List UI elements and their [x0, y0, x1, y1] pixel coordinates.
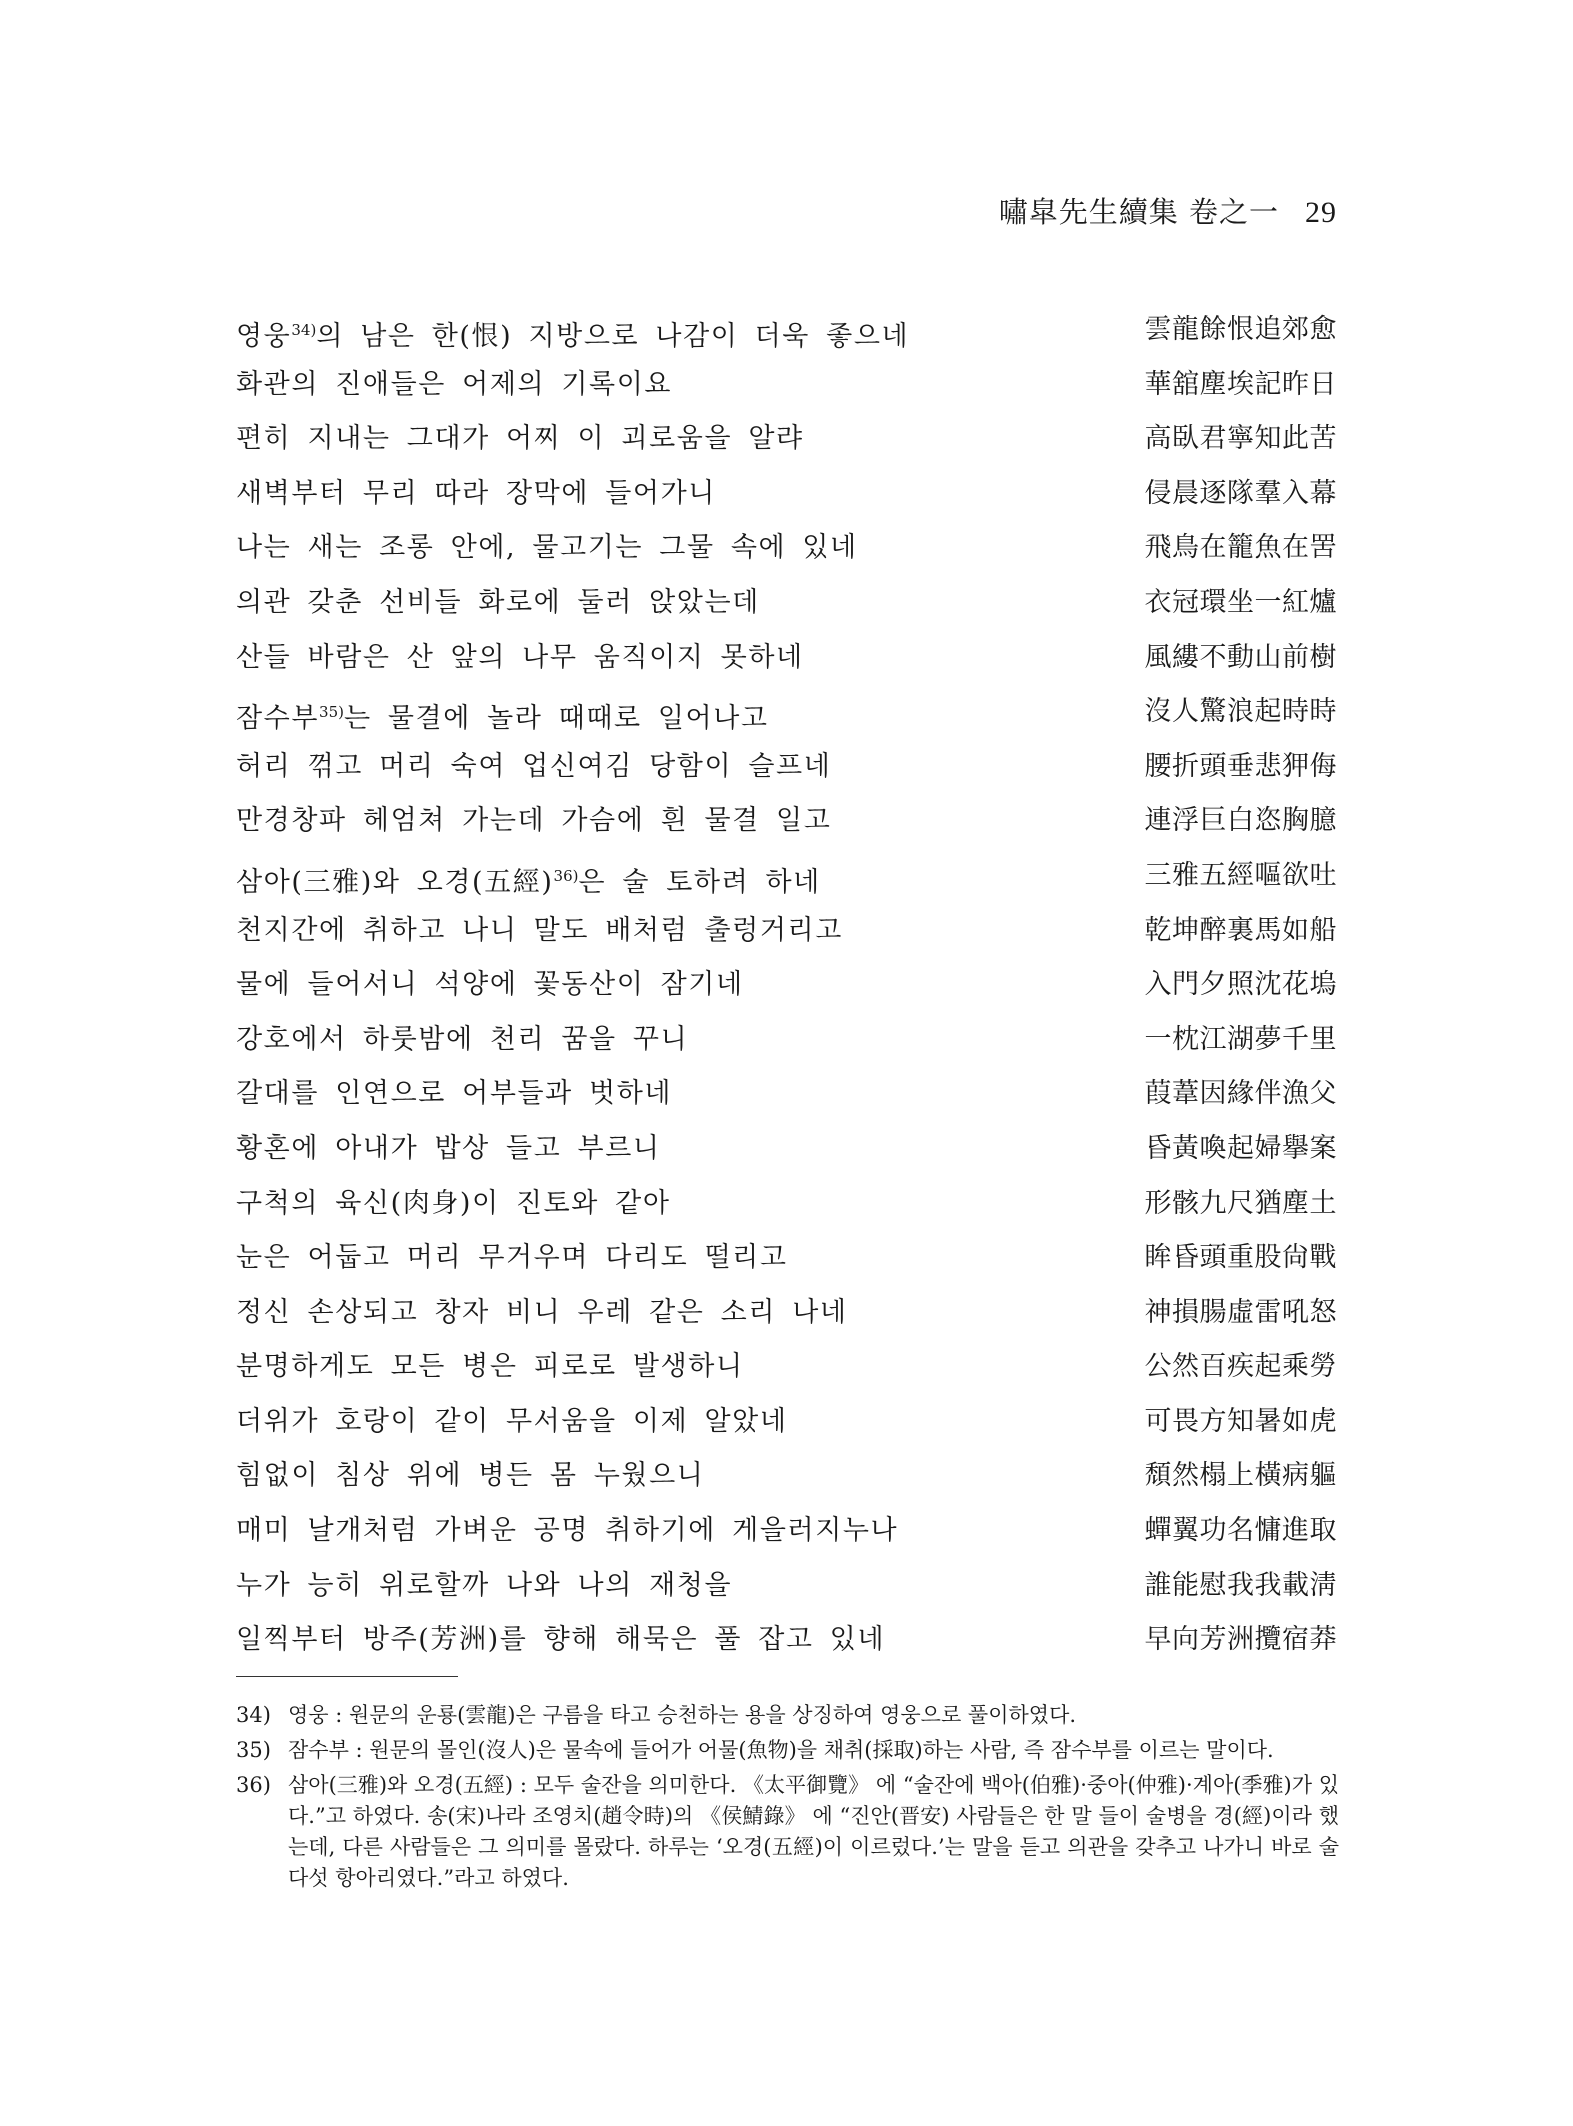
footnote-number: 34) — [236, 1703, 271, 1727]
poem-line — [236, 1340, 1337, 1395]
poem-line — [236, 849, 1337, 904]
footnote — [236, 1735, 1339, 1766]
korean-text: 갈대를 인연으로 어부들과 벗하네 — [236, 1078, 673, 1110]
korean-text: 일찍부터 방주(芳洲)를 향해 해묵은 풀 잡고 있네 — [236, 1624, 886, 1656]
poem-line — [236, 521, 1337, 576]
korean-translation — [236, 576, 760, 631]
poem-line — [236, 958, 1337, 1013]
footnote-text: 잠수부 : 원문의 몰인(沒人)은 물속에 들어가 어물(魚物)을 채취(採取)하는 사람, 즉 잠수부를 이르는 말이다. — [288, 1738, 1274, 1762]
classical-chinese-original: 眸昏頭重股尙戰 — [1144, 1242, 1337, 1274]
korean-text: 구척의 육신(肉身)이 진토와 같아 — [236, 1187, 671, 1219]
footnote-reference: 35) — [319, 703, 344, 722]
poem-line — [236, 303, 1337, 358]
korean-text: 누가 능히 위로할까 나와 나의 재청을 — [236, 1569, 733, 1601]
poem-line — [236, 467, 1337, 522]
footnote-reference: 36) — [553, 866, 579, 885]
korean-translation — [236, 1504, 898, 1559]
poem-line — [236, 685, 1337, 740]
korean-translation — [236, 1177, 671, 1232]
classical-chinese-original: 三雅五經嘔欲吐 — [1144, 859, 1337, 891]
korean-text: 매미 날개처럼 가벼운 공명 취하기에 게을러지누나 — [236, 1515, 899, 1547]
korean-text: 영웅 — [236, 321, 292, 352]
poem-line — [236, 1449, 1337, 1504]
korean-translation — [236, 904, 843, 959]
korean-translation — [236, 1613, 885, 1668]
footnote — [236, 1700, 1339, 1731]
poem-line — [236, 631, 1337, 686]
korean-translation — [236, 1395, 788, 1450]
poem-line — [236, 1613, 1337, 1668]
poem-line — [236, 740, 1337, 795]
classical-chinese-original: 風縷不動山前樹 — [1144, 641, 1337, 673]
korean-text: 정신 손상되고 창자 비니 우레 같은 소리 나네 — [236, 1296, 848, 1328]
korean-text-continued: 의 남은 한(恨) 지방으로 나감이 더욱 좋으네 — [316, 321, 910, 352]
korean-text: 천지간에 취하고 나니 말도 배처럼 출렁거리고 — [236, 914, 843, 946]
classical-chinese-original: 形骸九尺猶塵土 — [1144, 1187, 1337, 1219]
poem-line — [236, 1013, 1337, 1068]
korean-text: 산들 바람은 산 앞의 나무 움직이지 못하네 — [236, 641, 804, 673]
korean-text: 황혼에 아내가 밥상 들고 부르니 — [236, 1132, 661, 1164]
korean-translation — [236, 794, 831, 849]
classical-chinese-original: 早向芳洲攬宿莽 — [1144, 1624, 1337, 1656]
footnote-text: 삼아(三雅)와 오경(五經) : 모두 술잔을 의미한다. 《太平御覽》 에 “술잔에 백아(伯雅)·중아(仲雅)·계아(季雅)가 있다.”고 하였다. 송(宋)나라 조영치(趙令時)의 《侯鯖錄》 에 “진안(晋安) 사람들은 한 말 들이 술병을 경(經)이라 했는데, 다른 사람들은 그 의미를 몰랐다. 하루는 ‘오경(五經)이 이르렀다.’는 말을 듣고 의관을 갖추고 나가니 바로 술 다섯 항아리였다.”라고 하였다. — [288, 1773, 1339, 1890]
korean-translation — [236, 303, 909, 365]
classical-chinese-original: 侵晨逐隊羣入幕 — [1144, 477, 1337, 509]
footnote-reference: 34) — [291, 321, 317, 339]
poem-line — [236, 904, 1337, 959]
footnote-divider — [236, 1676, 458, 1677]
poem-line — [236, 1177, 1337, 1232]
poem-line — [236, 794, 1337, 849]
classical-chinese-original: 蟬翼功名慵進取 — [1144, 1515, 1337, 1547]
korean-text: 의관 갖춘 선비들 화로에 둘러 앉았는데 — [236, 586, 760, 618]
poem-line — [236, 1067, 1337, 1122]
classical-chinese-original: 入門夕照沈花塢 — [1144, 969, 1337, 1001]
korean-text: 더위가 호랑이 같이 무서움을 이제 알았네 — [236, 1405, 788, 1437]
classical-chinese-original: 高臥君寧知此苦 — [1144, 423, 1337, 455]
korean-text-continued: 은 술 토하려 하네 — [578, 866, 821, 898]
classical-chinese-original: 乾坤醉裏馬如船 — [1144, 914, 1337, 946]
korean-translation — [236, 358, 672, 413]
korean-translation — [236, 412, 804, 467]
korean-text: 편히 지내는 그대가 어찌 이 괴로움을 알랴 — [236, 423, 804, 455]
korean-translation — [236, 467, 716, 522]
classical-chinese-original: 頹然榻上橫病軀 — [1144, 1460, 1337, 1492]
running-header — [999, 190, 1337, 231]
classical-chinese-original: 腰折頭垂悲狎侮 — [1144, 750, 1337, 782]
poem-line — [236, 1122, 1337, 1177]
korean-translation — [236, 958, 744, 1013]
classical-chinese-original: 雲龍餘恨追郊愈 — [1144, 314, 1337, 345]
poem-line — [236, 1395, 1337, 1450]
korean-text: 새벽부터 무리 따라 장막에 들어가니 — [236, 477, 716, 509]
classical-chinese-original: 一枕江湖夢千里 — [1144, 1023, 1337, 1055]
classical-chinese-original: 華舘塵埃記昨日 — [1144, 368, 1337, 400]
korean-translation — [236, 1067, 672, 1122]
footnote — [236, 1770, 1339, 1894]
korean-translation — [236, 1122, 661, 1177]
classical-chinese-original: 飛鳥在籠魚在罟 — [1144, 532, 1337, 564]
korean-translation — [236, 631, 804, 686]
poem-line — [236, 1559, 1337, 1614]
korean-text: 만경창파 헤엄쳐 가는데 가슴에 흰 물결 일고 — [236, 805, 832, 837]
classical-chinese-original: 葭葦因緣伴漁父 — [1144, 1078, 1337, 1110]
korean-text: 분명하게도 모든 병은 피로로 발생하니 — [236, 1351, 744, 1383]
korean-translation — [236, 849, 821, 911]
korean-translation — [236, 1449, 704, 1504]
korean-text: 힘없이 침상 위에 병든 몸 누웠으니 — [236, 1460, 705, 1492]
korean-text: 나는 새는 조롱 안에, 물고기는 그물 속에 있네 — [236, 532, 858, 564]
footnote-number: 35) — [236, 1738, 271, 1762]
classical-chinese-original: 神損腸虛雷吼怒 — [1144, 1296, 1337, 1328]
classical-chinese-original: 可畏方知暑如虎 — [1144, 1405, 1337, 1437]
poem-line — [236, 1286, 1337, 1341]
poem-line — [236, 1231, 1337, 1286]
classical-chinese-original: 沒人驚浪起時時 — [1144, 696, 1337, 728]
korean-translation — [236, 521, 858, 576]
korean-translation — [236, 1013, 688, 1068]
korean-translation — [236, 1286, 848, 1341]
footnotes — [236, 1700, 1339, 1898]
classical-chinese-original: 衣冠環坐一紅爐 — [1144, 586, 1337, 618]
classical-chinese-original: 誰能慰我我載淸 — [1144, 1569, 1337, 1601]
poem-line — [236, 576, 1337, 631]
korean-text: 잠수부 — [236, 703, 320, 735]
korean-text-continued: 는 물결에 놀라 때때로 일어나고 — [344, 703, 769, 735]
korean-text: 화관의 진애들은 어제의 기록이요 — [236, 368, 673, 400]
footnote-text: 영웅 : 원문의 운룡(雲龍)은 구름을 타고 승천하는 용을 상징하여 영웅으로 풀이하였다. — [288, 1703, 1077, 1727]
footnote-number: 36) — [236, 1773, 271, 1797]
page-number: 29 — [1305, 196, 1337, 229]
korean-translation — [236, 685, 769, 747]
poem-body — [236, 303, 1337, 1668]
poem-line — [236, 1504, 1337, 1559]
korean-text: 물에 들어서니 석양에 꽃동산이 잠기네 — [236, 969, 744, 1001]
classical-chinese-original: 昏黃喚起婦擧案 — [1144, 1132, 1337, 1164]
korean-text: 강호에서 하룻밤에 천리 꿈을 꾸니 — [236, 1023, 689, 1055]
korean-translation — [236, 1231, 788, 1286]
classical-chinese-original: 公然百疾起乘勞 — [1144, 1351, 1337, 1383]
korean-text: 삼아(三雅)와 오경(五經) — [236, 866, 554, 898]
korean-translation — [236, 1559, 732, 1614]
classical-chinese-original: 連浮巨白恣胸臆 — [1144, 805, 1337, 837]
korean-text: 눈은 어둡고 머리 무거우며 다리도 떨리고 — [236, 1242, 788, 1274]
poem-line — [236, 358, 1337, 413]
korean-translation — [236, 1340, 744, 1395]
poem-line — [236, 412, 1337, 467]
header-title: 嘯皐先生續集 卷之一 — [998, 195, 1279, 229]
korean-text: 허리 꺾고 머리 숙여 업신여김 당함이 슬프네 — [236, 750, 832, 782]
korean-translation — [236, 740, 831, 795]
